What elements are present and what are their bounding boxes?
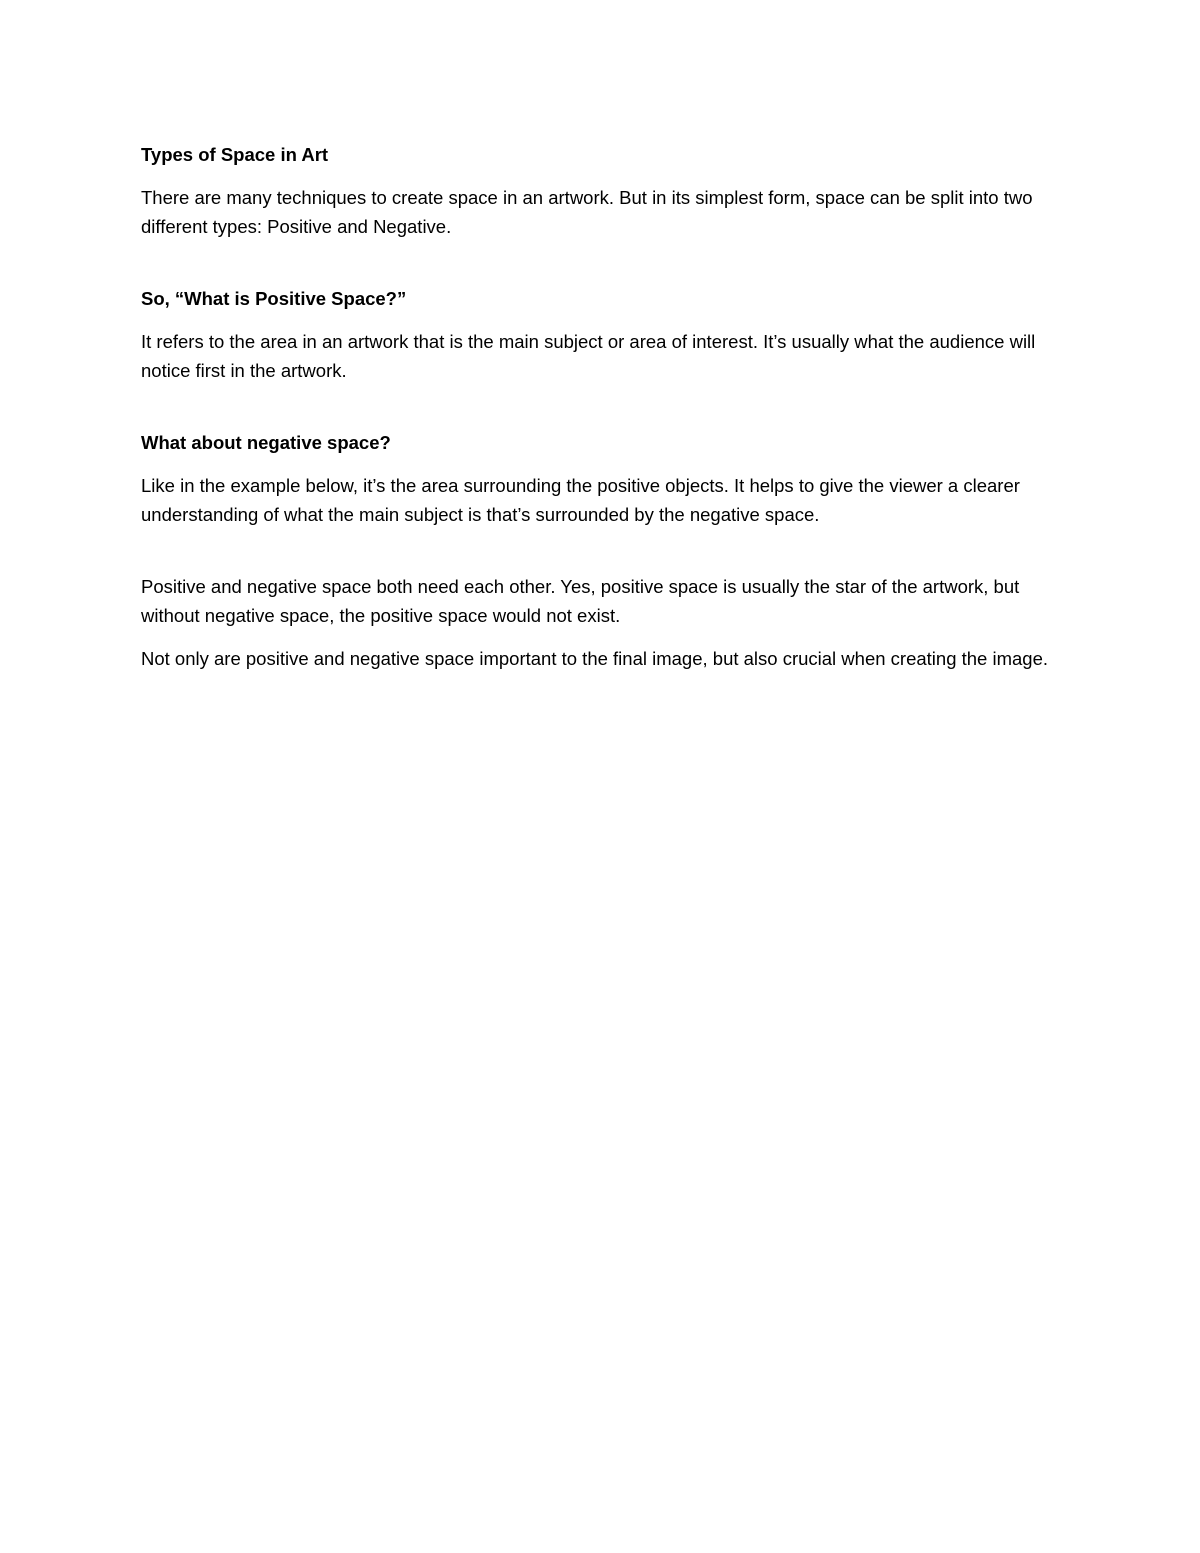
section-heading: What about negative space?	[141, 432, 391, 453]
spacer	[141, 399, 1071, 428]
section-negative-space	[141, 428, 1071, 529]
closing-section	[141, 572, 1071, 673]
section-paragraph: There are many techniques to create space in an artwork. But in its simplest form, space can be split into two different types: Positive and Negative.	[141, 187, 1033, 237]
section-paragraph: It refers to the area in an artwork that is the main subject or area of interest. It’s usually what the audience will notice first in the artwork.	[141, 331, 1036, 381]
section-positive-space	[141, 284, 1071, 385]
closing-paragraph: Not only are positive and negative space important to the final image, but also crucial when creating the image.	[141, 648, 1049, 669]
section-types-of-space	[141, 140, 1071, 241]
section-heading: Types of Space in Art	[141, 144, 329, 165]
document-body	[141, 140, 1071, 687]
section-paragraph: Like in the example below, it’s the area surrounding the positive objects. It helps to give the viewer a clearer understanding of what the main subject is that’s surrounded by the negative space.	[141, 475, 1020, 525]
section-heading: So, “What is Positive Space?”	[141, 288, 407, 309]
spacer	[141, 543, 1071, 572]
closing-paragraph: Positive and negative space both need each other. Yes, positive space is usually the star of the artwork, but without negative space, the positive space would not exist.	[141, 576, 1020, 626]
spacer	[141, 255, 1071, 284]
